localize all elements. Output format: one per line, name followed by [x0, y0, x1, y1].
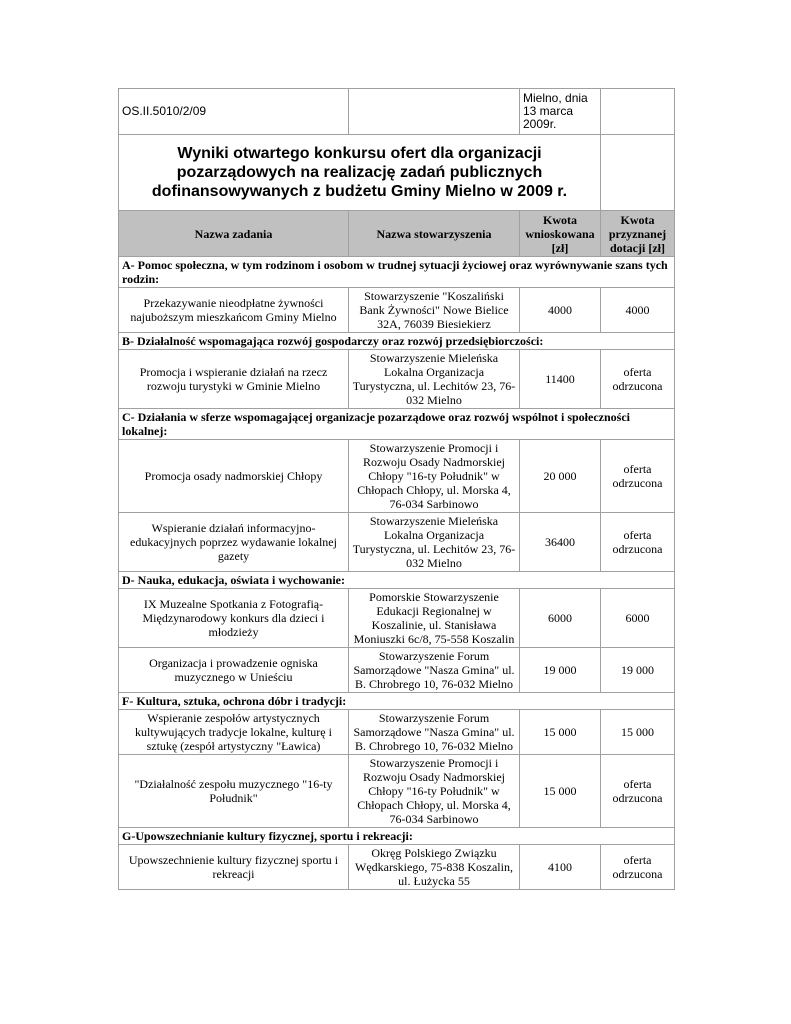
section-heading: B- Działalność wspomagająca rozwój gospodarczy oraz rozwój przedsiębiorczości:	[119, 333, 675, 350]
ref-number: OS.II.5010/2/09	[119, 89, 349, 135]
cell-granted: 15 000	[601, 710, 675, 755]
cell-association: Stowarzyszenie Promocji i Rozwoju Osady Nadmorskiej Chłopy "16-ty Południk" w Chłopach Chłopy, ul. Morska 4, 76-034 Sarbinowo	[349, 755, 520, 828]
table-row	[119, 710, 675, 755]
cell-association: Stowarzyszenie Mieleńska Lokalna Organizacja Turystyczna, ul. Lechitów 23, 76-032 Mielno	[349, 350, 520, 409]
section-heading: C- Działania w sferze wspomagającej organizacje pozarządowe oraz rozwój wspólnot i społeczności lokalnej:	[119, 409, 675, 440]
header-row	[119, 89, 675, 135]
section-heading-row	[119, 572, 675, 589]
cell-task: Przekazywanie nieodpłatne żywności najuboższym mieszkańcom Gminy Mielno	[119, 288, 349, 333]
cell-requested: 20 000	[520, 440, 601, 513]
cell-association: Stowarzyszenie Promocji i Rozwoju Osady Nadmorskiej Chłopy "16-ty Południk" w Chłopach Chłopy, ul. Morska 4, 76-034 Sarbinowo	[349, 440, 520, 513]
cell-task: Upowszechnienie kultury fizycznej sportu i rekreacji	[119, 845, 349, 890]
title-row	[119, 135, 675, 211]
cell-granted: oferta odrzucona	[601, 350, 675, 409]
cell-association: Pomorskie Stowarzyszenie Edukacji Regionalnej w Koszalinie, ul. Stanisława Moniuszki 6c/8, 75-558 Koszalin	[349, 589, 520, 648]
cell-granted: oferta odrzucona	[601, 755, 675, 828]
cell-task: Wspieranie zespołów artystycznych kultywujących tradycje lokalne, kulturę i sztukę (zespół artystyczny "Ławica)	[119, 710, 349, 755]
table-row	[119, 440, 675, 513]
header-empty-cell	[349, 89, 520, 135]
results-table-body	[119, 89, 675, 890]
section-heading: F- Kultura, sztuka, ochrona dóbr i tradycji:	[119, 693, 675, 710]
cell-requested: 15 000	[520, 710, 601, 755]
section-heading-row	[119, 257, 675, 288]
cell-requested: 36400	[520, 513, 601, 572]
column-header-task: Nazwa zadania	[119, 211, 349, 257]
cell-granted: oferta odrzucona	[601, 513, 675, 572]
column-header-association: Nazwa stowarzyszenia	[349, 211, 520, 257]
cell-task: "Działalność zespołu muzycznego "16-ty Południk"	[119, 755, 349, 828]
table-row	[119, 589, 675, 648]
section-heading: G-Upowszechnianie kultury fizycznej, sportu i rekreacji:	[119, 828, 675, 845]
table-row	[119, 755, 675, 828]
table-row	[119, 350, 675, 409]
table-row	[119, 288, 675, 333]
cell-task: Wspieranie działań informacyjno-edukacyjnych poprzez wydawanie lokalnej gazety	[119, 513, 349, 572]
section-heading-row	[119, 828, 675, 845]
cell-requested: 19 000	[520, 648, 601, 693]
cell-task: IX Muzealne Spotkania z Fotografią- Międzynarodowy konkurs dla dzieci i młodzieży	[119, 589, 349, 648]
cell-requested: 4100	[520, 845, 601, 890]
cell-granted: oferta odrzucona	[601, 845, 675, 890]
table-row	[119, 648, 675, 693]
cell-task: Promocja osady nadmorskiej Chłopy	[119, 440, 349, 513]
section-heading-row	[119, 693, 675, 710]
column-header-requested: Kwota wnioskowana [zł]	[520, 211, 601, 257]
page-title: Wyniki otwartego konkursu ofert dla organizacji pozarządowych na realizację zadań publicznych dofinansowywanych z budżetu Gminy Mielno w 2009 r.	[119, 135, 601, 211]
cell-association: Stowarzyszenie "Koszaliński Bank Żywności" Nowe Bielice 32A, 76039 Biesiekierz	[349, 288, 520, 333]
section-heading: A- Pomoc społeczna, w tym rodzinom i osobom w trudnej sytuacji życiowej oraz wyrównywanie szans tych rodzin:	[119, 257, 675, 288]
cell-granted: 6000	[601, 589, 675, 648]
column-header-row	[119, 211, 675, 257]
cell-granted: oferta odrzucona	[601, 440, 675, 513]
table-row	[119, 513, 675, 572]
cell-association: Okręg Polskiego Związku Wędkarskiego, 75-838 Koszalin, ul. Łużycka 55	[349, 845, 520, 890]
cell-granted: 19 000	[601, 648, 675, 693]
results-table	[118, 88, 675, 890]
cell-granted: 4000	[601, 288, 675, 333]
section-heading: D- Nauka, edukacja, oświata i wychowanie:	[119, 572, 675, 589]
cell-association: Stowarzyszenie Forum Samorządowe "Nasza Gmina" ul. B. Chrobrego 10, 76-032 Mielno	[349, 710, 520, 755]
cell-association: Stowarzyszenie Forum Samorządowe "Nasza Gmina" ul. B. Chrobrego 10, 76-032 Mielno	[349, 648, 520, 693]
cell-association: Stowarzyszenie Mieleńska Lokalna Organizacja Turystyczna, ul. Lechitów 23, 76-032 Mielno	[349, 513, 520, 572]
section-heading-row	[119, 409, 675, 440]
cell-requested: 15 000	[520, 755, 601, 828]
cell-requested: 6000	[520, 589, 601, 648]
section-heading-row	[119, 333, 675, 350]
cell-task: Organizacja i prowadzenie ogniska muzycznego w Unieściu	[119, 648, 349, 693]
cell-requested: 11400	[520, 350, 601, 409]
title-empty-cell	[601, 135, 675, 211]
cell-task: Promocja i wspieranie działań na rzecz rozwoju turystyki w Gminie Mielno	[119, 350, 349, 409]
document-date: Mielno, dnia 13 marca 2009r.	[520, 89, 601, 135]
header-empty-cell-2	[601, 89, 675, 135]
cell-requested: 4000	[520, 288, 601, 333]
table-row	[119, 845, 675, 890]
column-header-granted: Kwota przyznanej dotacji [zł]	[601, 211, 675, 257]
